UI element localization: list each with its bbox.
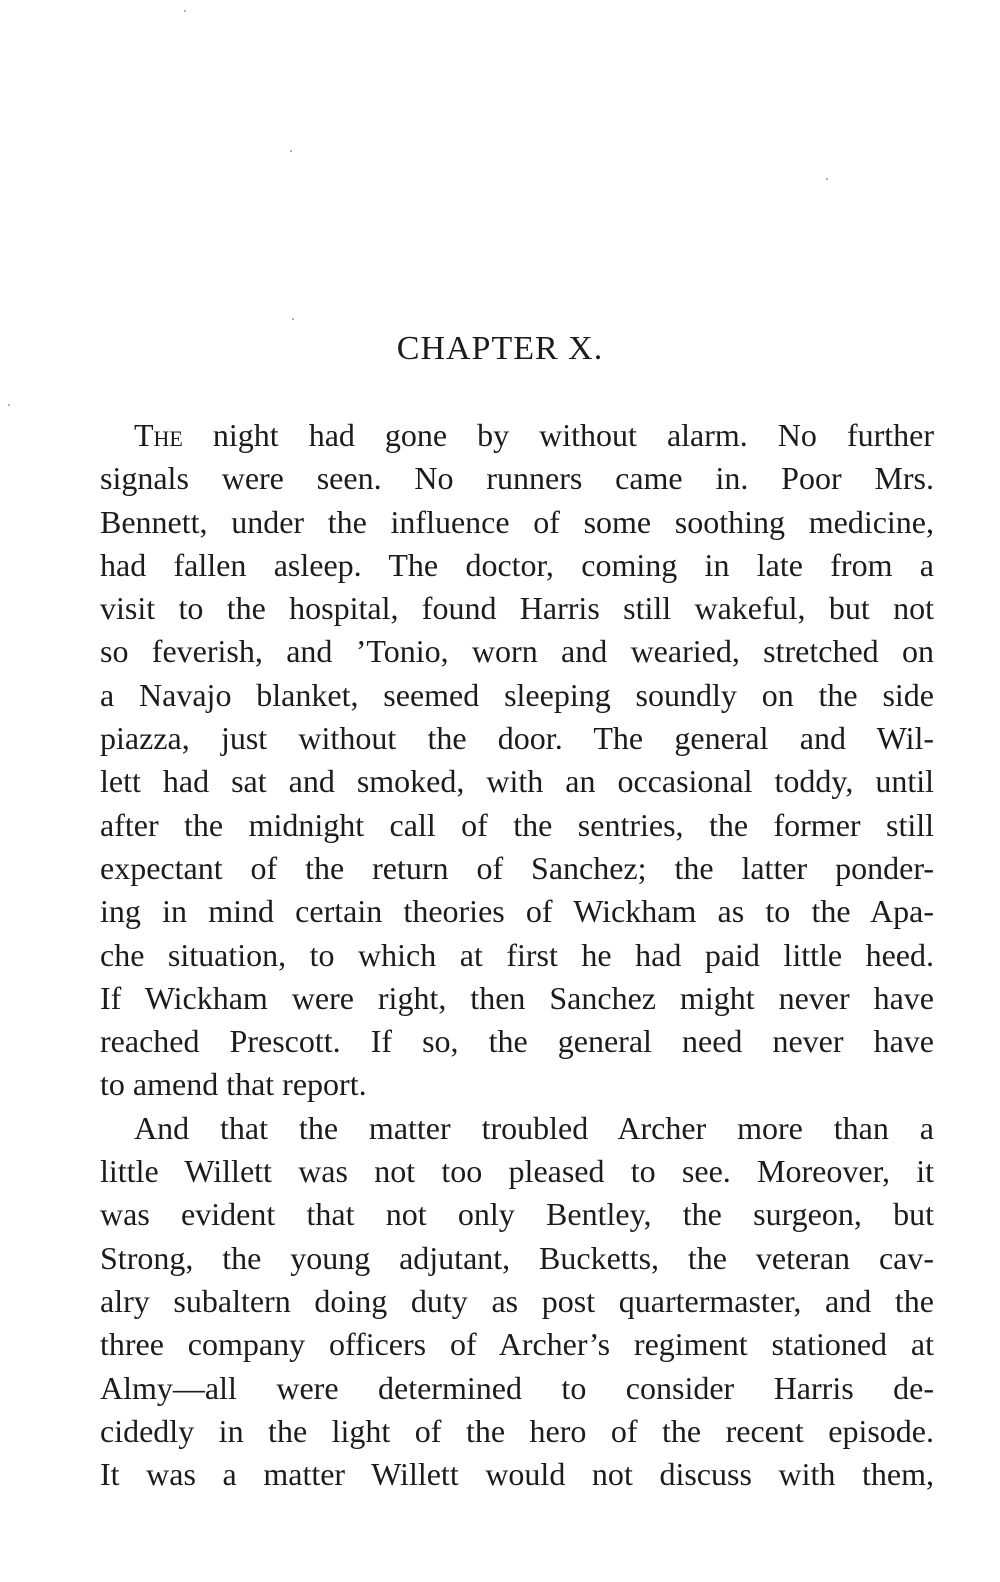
text-line	[100, 414, 934, 457]
text-line: cidedly in the light of the hero of the recent episode.	[100, 1412, 934, 1449]
text-line: alry subaltern doing duty as post quartermaster, and the	[100, 1282, 934, 1319]
chapter-title: CHAPTER X.	[396, 330, 604, 367]
text-line: expectant of the return of Sanchez; the latter ponder-	[100, 849, 934, 886]
text-line: che situation, to which at first he had paid little heed.	[100, 936, 934, 973]
text-line: to amend that report.	[100, 1066, 367, 1103]
text-line: It was a matter Willett would not discuss with them,	[100, 1456, 934, 1493]
paper-speck	[8, 404, 10, 406]
paper-speck	[826, 178, 828, 180]
text-line: was evident that not only Bentley, the surgeon, but	[100, 1196, 934, 1233]
text-line: Almy—all were determined to consider Harris de-	[100, 1369, 934, 1406]
text-line: Strong, the young adjutant, Bucketts, the veteran cav-	[100, 1239, 934, 1276]
drop-word: The	[134, 417, 183, 453]
text-line: little Willett was not too pleased to see. Moreover, it	[100, 1153, 934, 1190]
text-line: visit to the hospital, found Harris still wakeful, but not	[100, 590, 934, 627]
text-line: If Wickham were right, then Sanchez might never have	[100, 979, 934, 1016]
paragraph-1	[100, 414, 934, 1107]
text-line: had fallen asleep. The doctor, coming in late from a	[100, 546, 934, 583]
text-line: so feverish, and ’Tonio, worn and wearied, stretched on	[100, 633, 934, 670]
text-line: Bennett, under the influence of some soothing medicine,	[100, 503, 934, 540]
text-line: reached Prescott. If so, the general need never have	[100, 1023, 934, 1060]
text-line: a Navajo blanket, seemed sleeping soundly on the side	[100, 676, 934, 713]
paper-speck	[292, 318, 294, 320]
text-line: ing in mind certain theories of Wickham as to the Apa-	[100, 893, 934, 930]
text-line: lett had sat and smoked, with an occasional toddy, until	[100, 763, 934, 800]
chapter-body	[100, 414, 934, 1496]
paper-speck	[290, 150, 292, 152]
text-line: after the midnight call of the sentries, the former still	[100, 806, 934, 843]
paragraph-2	[100, 1107, 934, 1497]
text-line: signals were seen. No runners came in. Poor Mrs.	[100, 460, 934, 497]
text-line-rest: night had gone by without alarm. No further	[182, 417, 934, 453]
text-line: piazza, just without the door. The general and Wil-	[100, 720, 934, 757]
text-line: And that the matter troubled Archer more than a	[134, 1109, 934, 1146]
paper-speck	[184, 10, 186, 12]
text-line: three company officers of Archer’s regiment stationed at	[100, 1326, 934, 1363]
